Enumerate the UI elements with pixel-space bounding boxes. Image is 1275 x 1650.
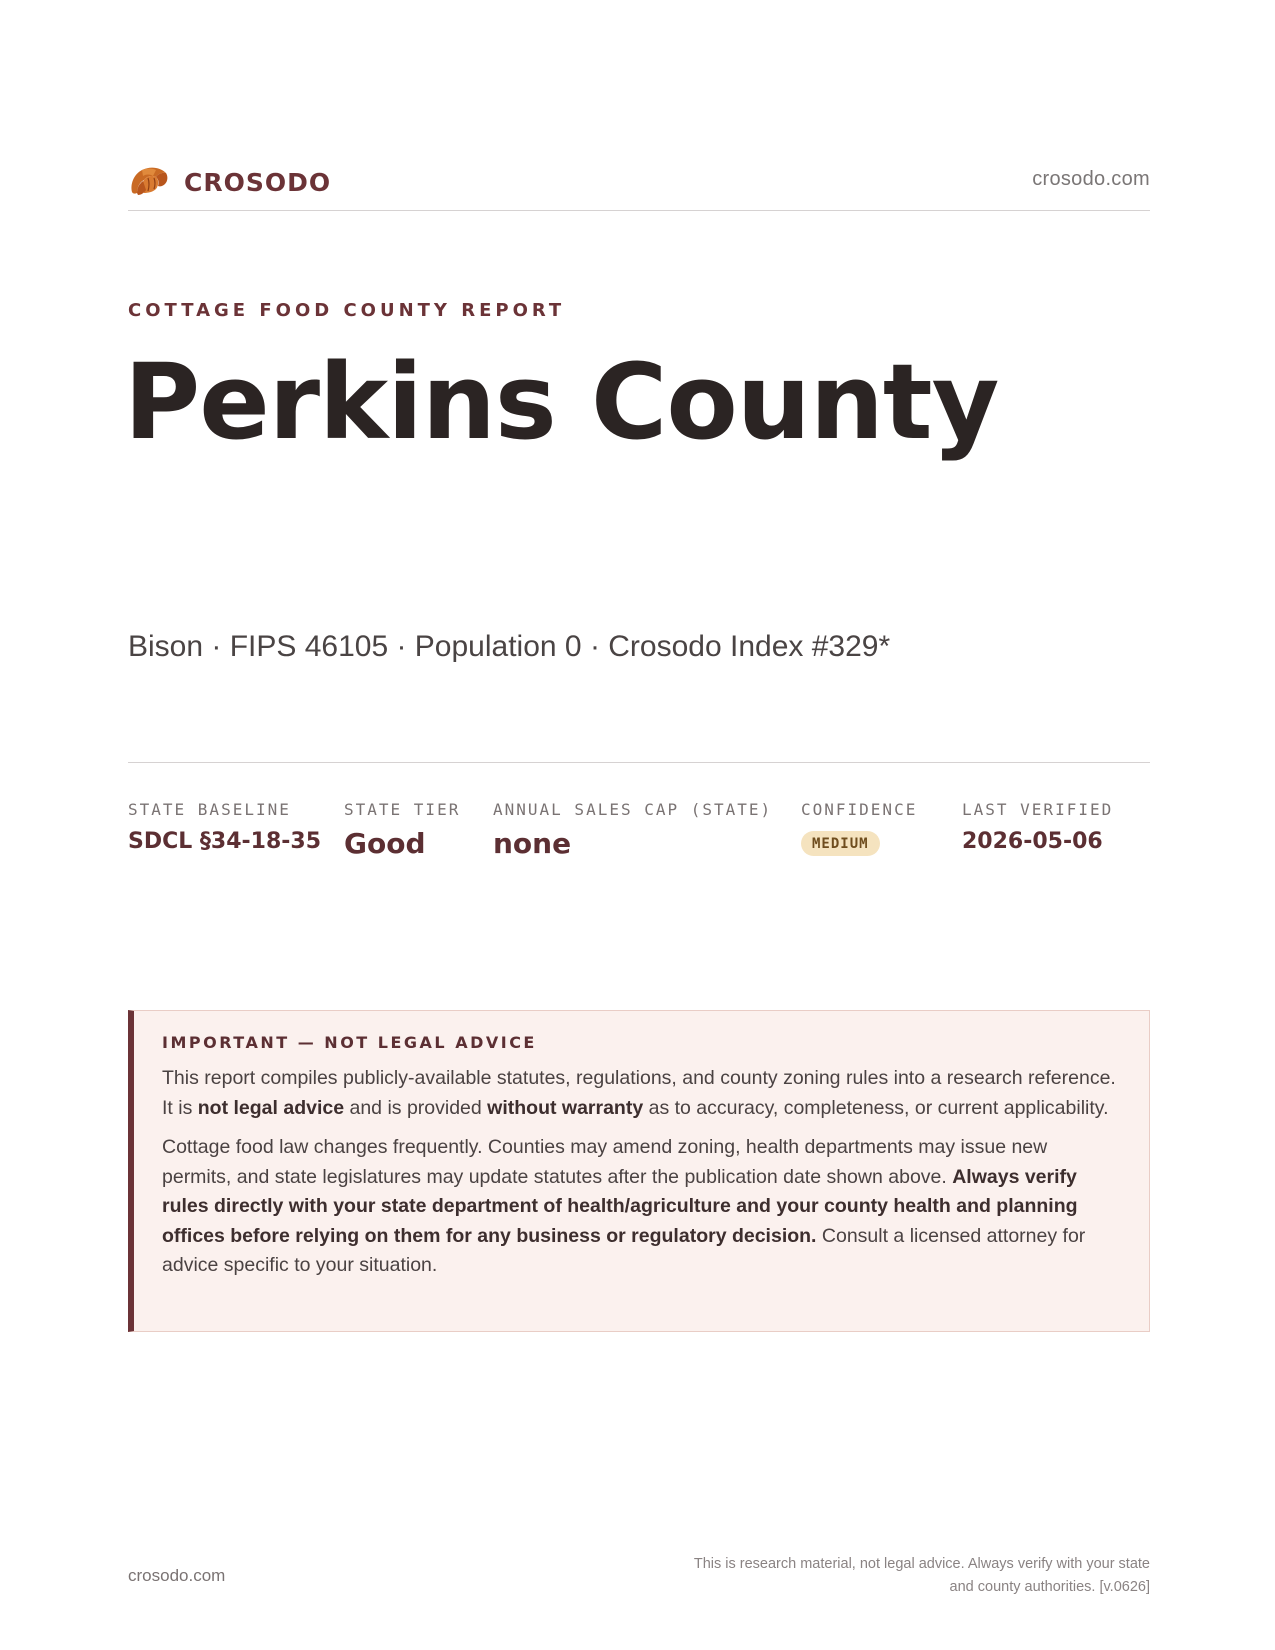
stat-value: Good [344, 827, 426, 860]
notice-paragraph-2 [162, 1133, 1121, 1281]
stat-annual-sales-cap [493, 800, 772, 860]
stat-label: ANNUAL SALES CAP (STATE) [493, 800, 773, 819]
brand-name: CROSODO [184, 167, 332, 197]
stat-label: STATE TIER [344, 800, 461, 819]
stat-value: SDCL §34-18-35 [128, 829, 322, 854]
notice-heading: IMPORTANT — NOT LEGAL ADVICE [162, 1033, 537, 1052]
county-title: Perkins County [124, 341, 999, 463]
county-meta-line: Bison · FIPS 46105 · Population 0 · Crosodo Index #329* [128, 630, 891, 663]
footer-disclaimer-line: and county authorities. [v.0626] [949, 1579, 1150, 1595]
stat-label: LAST VERIFIED [962, 800, 1114, 819]
header-site-link[interactable]: crosodo.com [1032, 168, 1150, 190]
report-eyebrow: COTTAGE FOOD COUNTY REPORT [128, 300, 566, 321]
notice-text: Consult a licensed attorney for advice specific to your situation. [162, 1224, 1086, 1276]
stat-value: none [493, 827, 572, 860]
page-header [128, 158, 1150, 206]
legal-notice [128, 1010, 1150, 1332]
notice-emphasis: Always verify rules directly with your state department of health/agriculture and your county health and planning offices before relying on them for any business or regulatory decision. [162, 1165, 1078, 1247]
stat-value: 2026-05-06 [962, 829, 1103, 854]
notice-paragraph-1 [162, 1064, 1121, 1123]
stat-confidence [801, 800, 917, 856]
report-page [124, 0, 1150, 1650]
stat-state-baseline [128, 800, 321, 854]
confidence-badge: MEDIUM [801, 831, 880, 856]
brand [128, 158, 331, 206]
croissant-icon [128, 162, 170, 202]
header-divider [128, 210, 1150, 211]
footer-disclaimer-line: This is research material, not legal advice. Always verify with your state [693, 1556, 1150, 1572]
notice-text: This report compiles publicly-available statutes, regulations, and county zoning rules into a research reference. It is [162, 1067, 1116, 1119]
notice-emphasis: without warranty [487, 1096, 644, 1119]
footer-site-link[interactable]: crosodo.com [128, 1566, 226, 1585]
stats-divider [128, 762, 1150, 763]
stat-label: STATE BASELINE [128, 800, 291, 819]
notice-emphasis: not legal advice [197, 1096, 345, 1119]
stat-last-verified [962, 800, 1113, 854]
footer-disclaimer [630, 1553, 1150, 1599]
notice-text: as to accuracy, completeness, or current applicability. [643, 1096, 1109, 1119]
stat-label: CONFIDENCE [801, 800, 918, 819]
notice-text: Cottage food law changes frequently. Counties may amend zoning, health departments may issue new permits, and state legislatures may update statutes after the publication date shown above. [162, 1136, 1048, 1188]
notice-text: and is provided [344, 1096, 488, 1119]
stat-state-tier [344, 800, 460, 860]
